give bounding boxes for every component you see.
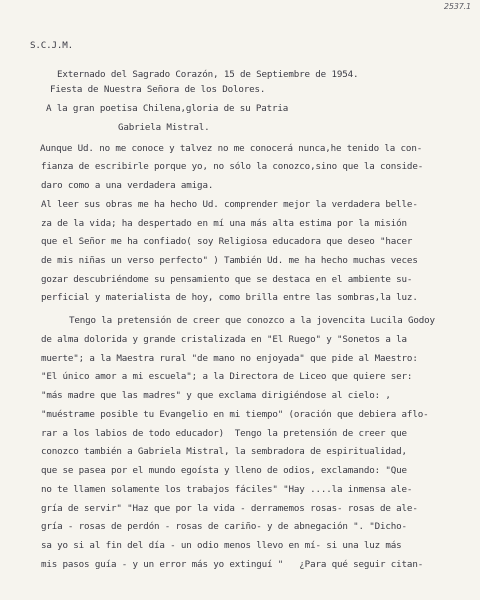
body-line: de alma dolorida y grande cristalizada en "El Ruego" y "Sonetos a la bbox=[41, 334, 407, 345]
body-line: gozar descubriéndome su pensamiento que se destaca en el ambiente su- bbox=[41, 274, 413, 285]
body-line: "El único amor a mi escuela"; a la Directora de Liceo que quiere ser: bbox=[41, 371, 413, 382]
body-line: mis pasos guía - y un error más yo extinguí " ¿Para qué seguir citan- bbox=[41, 559, 424, 570]
body-line: gría - rosas de perdón - rosas de cariño- y de abnegación ". "Dicho- bbox=[41, 521, 407, 532]
body-line: "más madre que las madres" y que exclama dirigiéndose al cielo: , bbox=[41, 390, 391, 401]
body-line: Aunque Ud. no me conoce y talvez no me conocerá nunca,he tenido la con- bbox=[40, 143, 423, 154]
recipient-name: Gabriela Mistral. bbox=[118, 122, 210, 133]
body-line: no te llamen solamente los trabajos fáciles" "Hay ....la inmensa ale- bbox=[41, 484, 413, 495]
archive-number: 2537.1 bbox=[443, 2, 471, 11]
feast-line: Fiesta de Nuestra Señora de los Dolores. bbox=[50, 84, 266, 95]
body-line: daro como a una verdadera amiga. bbox=[41, 180, 214, 191]
body-line: za de la vida; ha despertado en mí una más alta estima por la misión bbox=[41, 218, 407, 229]
body-line: "muéstrame posible tu Evangelio en mi tiempo" (oración que debiera aflo- bbox=[41, 409, 429, 420]
body-line: fianza de escribirle porque yo, no sólo la conozco,sino que la conside- bbox=[41, 161, 424, 172]
letter-header: S.C.J.M. bbox=[30, 40, 74, 51]
body-line: rar a los labios de todo educador) Tengo la pretensión de creer que bbox=[41, 428, 407, 439]
body-line: gría de servir" "Haz que por la vida - derramemos rosas- rosas de ale- bbox=[41, 503, 418, 514]
body-line: muerte"; a la Maestra rural "de mano no enjoyada" que pide al Maestro: bbox=[41, 353, 418, 364]
body-line: que se pasea por el mundo egoísta y lleno de odios, exclamando: "Que bbox=[41, 465, 407, 476]
body-line: que el Señor me ha confiado( soy Religiosa educadora que deseo "hacer bbox=[41, 236, 413, 247]
recipient-line: A la gran poetisa Chilena,gloria de su Patria bbox=[46, 103, 289, 114]
body-line: sa yo si al fin del día - un odio menos llevo en mí- si una luz más bbox=[41, 540, 402, 551]
body-line: Tengo la pretensión de creer que conozco a la jovencita Lucila Godoy bbox=[69, 315, 435, 326]
body-line: de mis niñas un verso perfecto" ) También Ud. me ha hecho muchas veces bbox=[41, 255, 418, 266]
place-date: Externado del Sagrado Corazón, 15 de Septiembre de 1954. bbox=[57, 69, 359, 80]
body-line: Al leer sus obras me ha hecho Ud. comprender mejor la verdadera belle- bbox=[41, 199, 418, 210]
body-line: conozco también a Gabriela Mistral, la sembradora de espiritualidad, bbox=[41, 446, 407, 457]
body-line: perficial y materialista de hoy, como brilla entre las sombras,la luz. bbox=[41, 292, 418, 303]
